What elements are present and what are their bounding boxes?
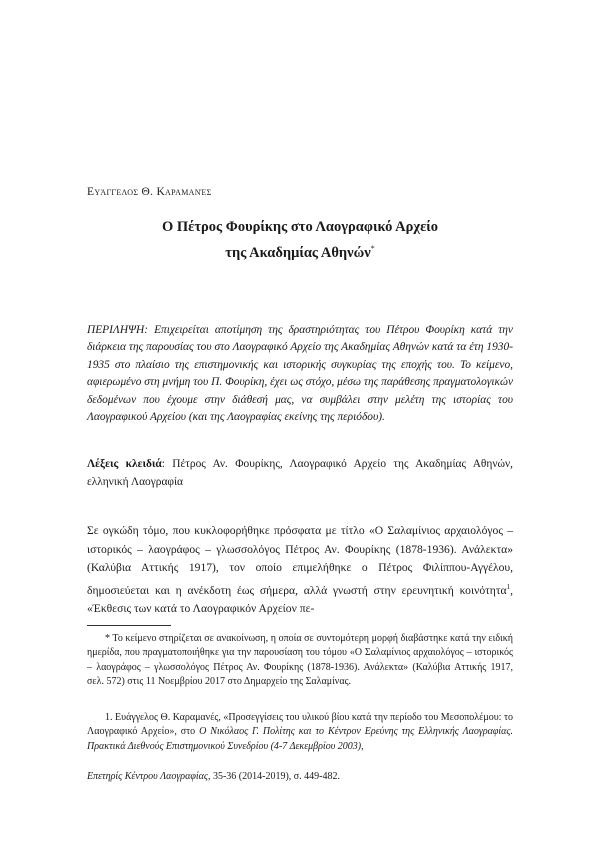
journal-details: , 35-36 (2014-2019), σ. 449-482.	[207, 771, 341, 782]
keywords	[87, 455, 513, 491]
title-footnote-mark: *	[370, 244, 375, 253]
body-paragraph	[87, 522, 513, 619]
footnote-ref-1[interactable]: 1	[506, 582, 511, 591]
footnote-1-start: 1. Ευάγγελος Θ. Καραμανές, «Προσεγγίσεις του υλικού βίου κατά την περίοδο του Μεσοπολέμου: το Λαογραφικό Αρχείο», στο	[87, 712, 513, 738]
body-text-before: Σε ογκώδη τόμο, που κυκλοφορήθηκε πρόσφατα με τίτλο «Ο Σαλαμίνιος αρχαιολόγος – ιστορικός – λαογράφος – γλωσσολόγος Πέτρος Αν. Φουρίκης (1878-1936). Ανάλεκτα» (Καλύβια Αττικής 1917), τον οποίο επιμελήθηκε ο Πέτρος Φιλίππου-Αγγέλου, δημοσιεύεται και η ανέκδοτη έως σήμερα, αλλά γνωστή στην ερευνητική κοινότητα	[87, 524, 513, 597]
article-title	[87, 216, 513, 264]
abstract-text: Επιχειρείται αποτίμηση της δραστηριότητας του Πέτρου Φουρίκη κατά την διάρκεια της παρουσίας του στο Λαογραφικό Αρχείο της Ακαδημίας Αθηνών κατά τα έτη 1930-1935 στο πλαίσιο της επιστημονικής και ιστορικής συγκυρίας της εποχής του. Το κείμενο, αφιερωμένο στη μνήμη του Π. Φουρίκη, έχει ως στόχο, μέσω της παράθεσης πραγματολογικών δεδομένων που έχουμε στην διάθεσή μας, να συμβάλει στην μελέτη της ιστορίας του Λαογραφικού Αρχείου (και της Λαογραφίας εκείνης της περιόδου).	[87, 324, 513, 424]
abstract	[87, 322, 513, 426]
journal-name: Επετηρίς Κέντρου Λαογραφίας	[87, 771, 208, 782]
footnote-divider	[87, 625, 171, 626]
author-text: Ευάγγελος Θ. Καραμανές	[87, 186, 212, 198]
keywords-label: Λέξεις κλειδιά	[87, 458, 162, 470]
footnote-1-title: Ο Νικόλαος Γ. Πολίτης και το Κέντρον Ερεύνης της Ελληνικής Λαογραφίας. Πρακτικά Διεθνούς Επιστημονικού Συνεδρίου (4-7 Δεκεμβρίου 2003)	[87, 726, 513, 752]
title-line-1: Ο Πέτρος Φουρίκης στο Λαογραφικό Αρχείο	[161, 219, 439, 235]
title-line-2	[87, 238, 513, 264]
footnote-star: * Το κείμενο στηρίζεται σε ανακοίνωση, η οποία σε συντομότερη μορφή διαβάστηκε κατά την ειδική ημερίδα, που πραγματοποιήθηκε για την παρουσίαση του τόμου «Ο Σαλαμίνιος αρχαιολόγος – ιστορικός – λαογράφος – γλωσσολόγος Πέτρος Αν. Φουρίκης (1878-1936). Ανάλεκτα» (Καλύβια Αττικής 1917, σελ. 572) στις 11 Νοεμβρίου 2017 στο Δημαρχείο της Σαλαμίνας.	[87, 633, 513, 688]
abstract-label: ΠΕΡΙΛΗΨΗ:	[87, 324, 149, 336]
title-line-2-text: της Ακαδημίας Αθηνών	[225, 244, 371, 261]
author-name	[87, 186, 507, 198]
journal-citation	[87, 770, 513, 784]
keywords-text: : Πέτρος Αν. Φουρίκης, Λαογραφικό Αρχείο της Ακαδημίας Αθηνών, ελληνική Λαογραφία	[87, 458, 513, 488]
footnote-1	[87, 711, 513, 754]
footnote-1-end: ,	[361, 740, 364, 752]
body-text-after: , «Έκθεσις των κατά το Λαογραφικόν Αρχείον πε-	[87, 583, 513, 616]
